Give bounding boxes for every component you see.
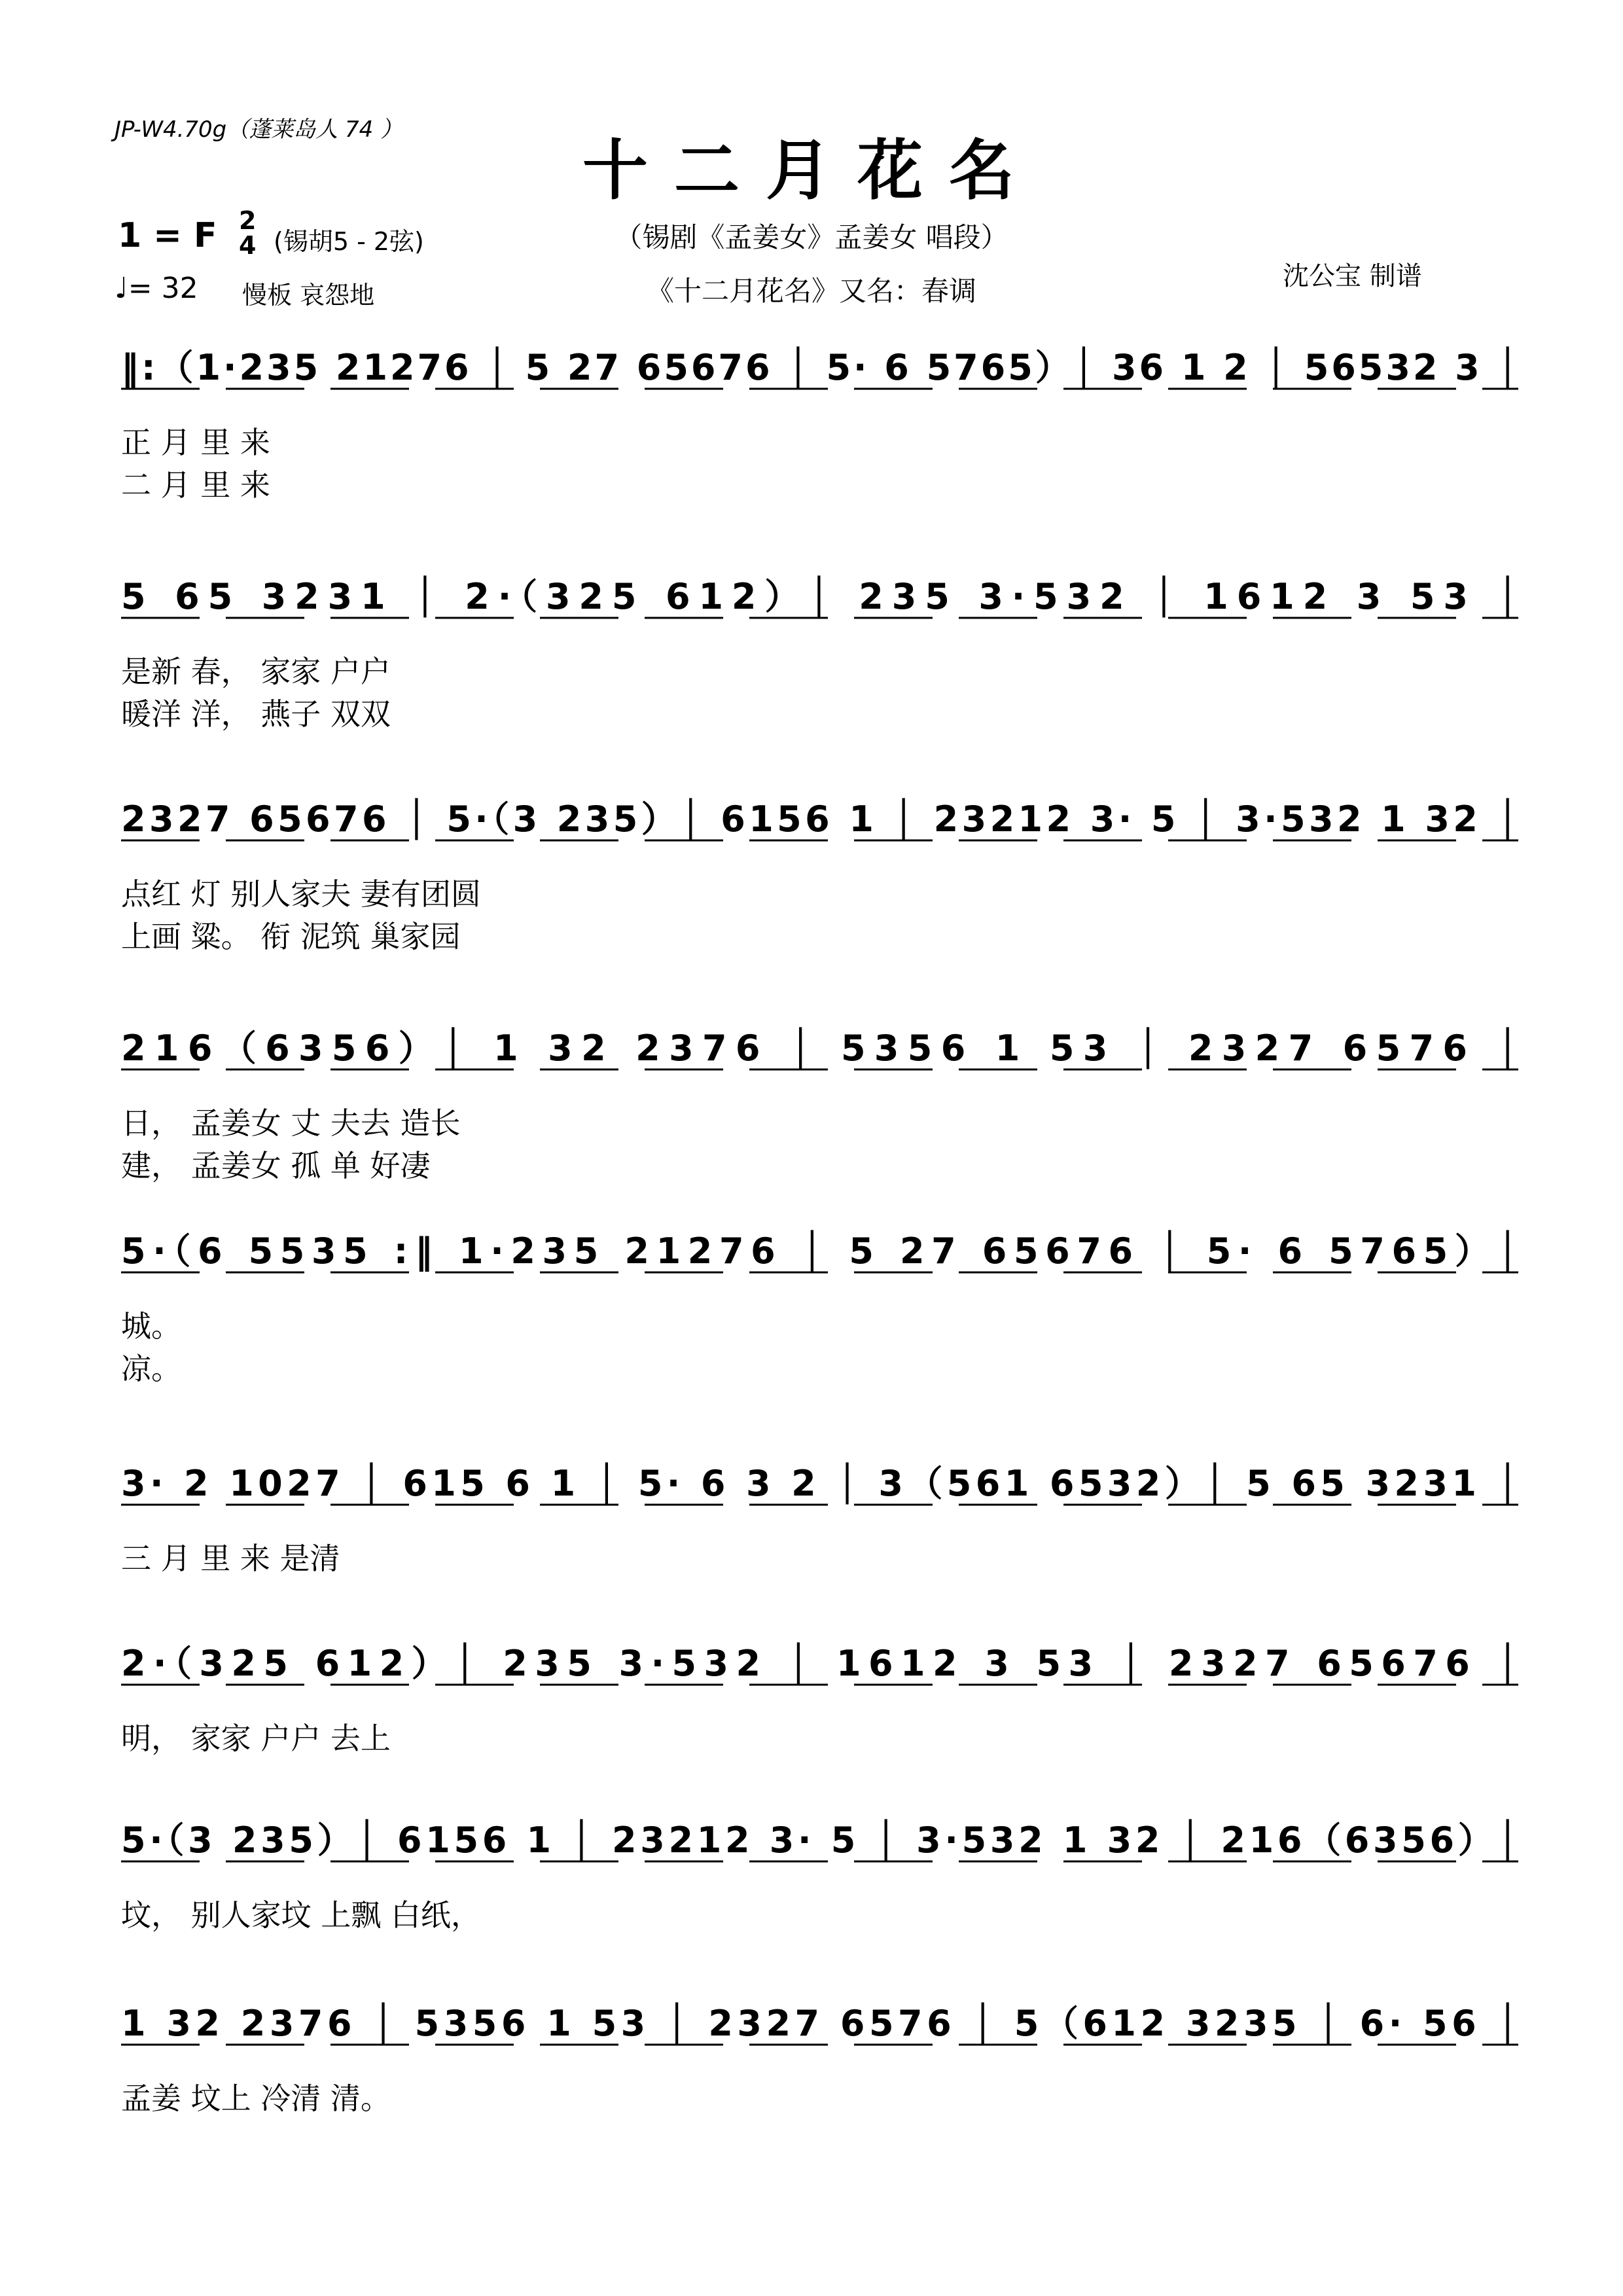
score-system-6: [121, 1462, 1518, 1505]
notation-line: 5·（6 5535 :‖ 1·235 21276 │ 5 27 65676 │ 5· 6 5765）│: [121, 1230, 1519, 1272]
lyric-line: 坟， 别人家坟 上飘 白纸，: [121, 1897, 481, 1933]
notation-line: 3· 2 1027 │ 615 6 1 │ 5· 6 3 2 │ 3（561 6532）│ 5 65 3231 │: [121, 1463, 1518, 1504]
score-system-8: [121, 1819, 1518, 1861]
lyric-line: 日， 孟姜女 丈 夫去 造长: [121, 1105, 461, 1141]
lyric-line: 孟姜 坟上 冷清 清。: [121, 2081, 391, 2116]
time-numerator: 2: [239, 206, 257, 235]
score-system-4: [121, 1027, 1518, 1069]
huqin-tuning: (锡胡5 - 2弦): [274, 227, 424, 256]
key-signature: 1 = F: [118, 216, 217, 255]
score-system-3: [121, 798, 1518, 840]
lyric-line: 建， 孟姜女 孤 单 好凄: [121, 1148, 431, 1183]
tempo-marking: ♩= 32: [115, 272, 198, 305]
score-system-5: [121, 1230, 1518, 1272]
score-code: JP-W4.70g（蓬莱岛人 74 ）: [115, 117, 403, 143]
lyric-line: 明， 家家 户户 去上: [121, 1721, 391, 1756]
score-system-7: [121, 1642, 1518, 1685]
lyric-line: 三 月 里 来 是清: [121, 1541, 340, 1576]
score-system-9: [121, 2002, 1518, 2045]
lyric-line: 点红 灯 别人家夫 妻有团圆: [121, 876, 481, 912]
notation-line: 5 65 3231 │ 2·（325 612）│ 235 3·532 │ 1612 3 53 │: [121, 576, 1519, 617]
time-denominator: 4: [239, 231, 257, 260]
notation-line: 2·（325 612）│ 235 3·532 │ 1612 3 53 │ 2327 65676 │: [121, 1643, 1518, 1684]
lyric-line: 二 月 里 来: [121, 467, 270, 503]
notation-line: 216（6356）│ 1 32 2376 │ 5356 1 53 │ 2327 6576 │: [121, 1028, 1518, 1069]
subtitle-alias: 《十二月花名》又名：春调: [646, 275, 976, 307]
lyric-line: 上画 粱。 衔 泥筑 巢家园: [121, 919, 461, 954]
tempo-expression: 慢板 哀怨地: [242, 281, 375, 310]
lyric-line: 暖洋 洋， 燕子 双双: [121, 696, 391, 732]
notation-line: 2327 65676 │ 5·（3 235）│ 6156 1 │ 23212 3· 5 │ 3·532 1 32 │: [121, 798, 1518, 840]
notation-line: 1 32 2376 │ 5356 1 53 │ 2327 6576 │ 5（612 3235 │ 6· 56 │: [121, 2003, 1518, 2044]
score-system-1: [121, 346, 1518, 389]
score-system-2: [121, 575, 1518, 618]
page-title: 十二月花名: [582, 132, 1041, 209]
notation-line: ‖:（1·235 21276 │ 5 27 65676 │ 5· 6 5765）│ 36 1 2 │ 56532 3 │: [121, 347, 1518, 388]
lyric-line: 是新 春， 家家 户户: [121, 654, 391, 689]
lyric-line: 凉。: [121, 1351, 181, 1386]
lyric-line: 正 月 里 来: [121, 425, 270, 460]
author-credit: 沈公宝 制谱: [1283, 261, 1422, 291]
notation-line: 5·（3 235）│ 6156 1 │ 23212 3· 5 │ 3·532 1 32 │ 216（6356）│: [121, 1820, 1518, 1861]
subtitle-source: （锡剧《孟姜女》孟姜女 唱段）: [615, 221, 1008, 253]
lyric-line: 城。: [121, 1308, 181, 1344]
